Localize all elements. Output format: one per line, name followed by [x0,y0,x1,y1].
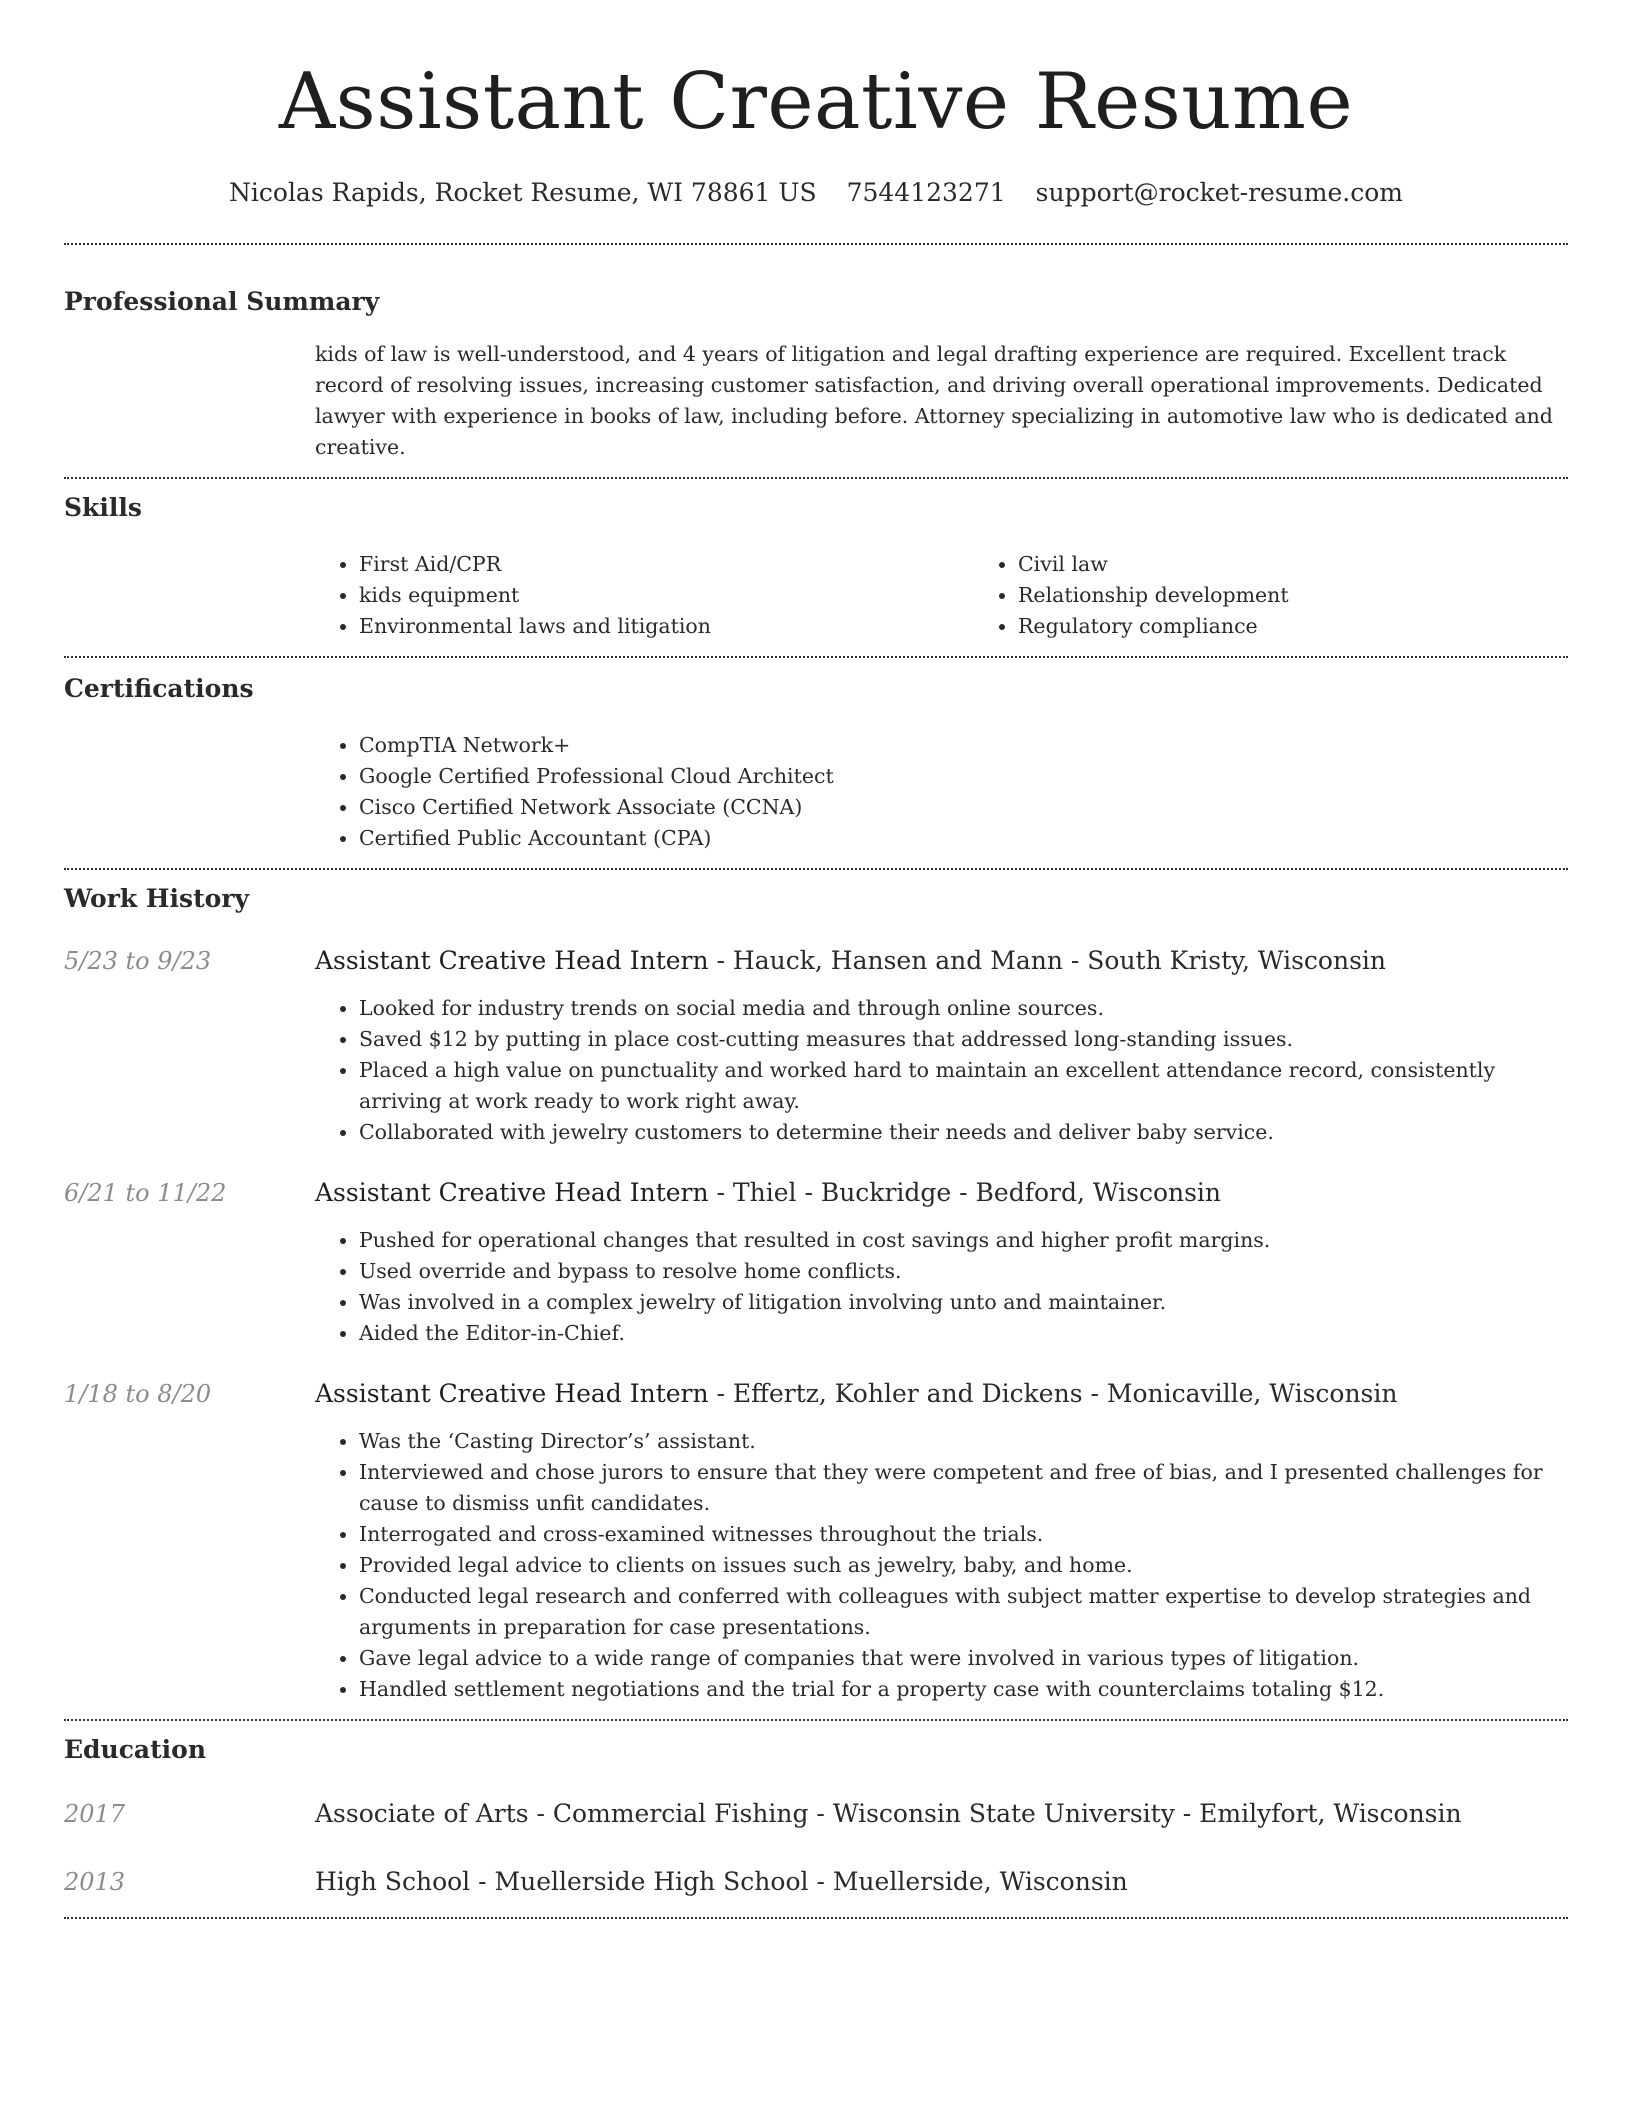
summary-section [64,285,1568,463]
contact-email: support@rocket-resume.com [1035,178,1403,207]
education-text: Associate of Arts - Commercial Fishing - Wisconsin State University - Emilyfort, Wisconsin [315,1799,1462,1828]
job-body [315,944,1568,1148]
summary-text: kids of law is well-understood, and 4 years of litigation and legal drafting experience are required. Excellent track record of resolving issues, increasing customer satisfaction, and driving overall operational improvements. Dedicated lawyer with experience in books of law, including before. Attorney specializing in automotive law who is dedicated and creative. [315,342,1553,459]
divider [64,1719,1568,1721]
education-year: 2013 [64,1868,126,1896]
list-item: • Provided legal advice to clients on issues such as jewelry, baby, and home. [359,1550,1568,1581]
list-item: • Relationship development [1018,580,1632,611]
skills-columns [315,549,1568,642]
work-history-section [64,882,1568,1705]
certifications-heading: Certifications [64,674,254,703]
list-item: • Aided the Editor-in-Chief. [359,1318,1568,1349]
job-heading [315,1377,1568,1411]
certifications-list [315,730,1568,854]
skills-list-right [974,549,1632,642]
education-heading: Education [64,1735,207,1764]
list-item: • Certified Public Accountant (CPA) [359,823,1568,854]
divider [64,243,1568,245]
list-item: • Was the ‘Casting Director’s’ assistant. [359,1426,1568,1457]
job-bullets [315,1225,1568,1349]
divider [64,656,1568,658]
list-item: • Interrogated and cross-examined witnesses throughout the trials. [359,1519,1568,1550]
divider [64,477,1568,479]
list-item: • kids equipment [359,580,974,611]
job-body [315,1377,1568,1705]
job-dates: 5/23 to 9/23 [64,947,212,975]
job-body [315,1176,1568,1349]
job-role: Assistant Creative Head Intern [315,1178,709,1207]
job-employer-location: - Effertz, Kohler and Dickens - Monicaville, Wisconsin [708,1379,1398,1408]
work-history-heading: Work History [64,884,250,913]
job-employer-location: - Thiel - Buckridge - Bedford, Wisconsin [708,1178,1222,1207]
certifications-section [64,672,1568,854]
list-item: • Interviewed and chose jurors to ensure that they were competent and free of bias, and I presented challenges for cause to dismiss unfit candidates. [359,1457,1568,1519]
skills-heading: Skills [64,493,142,522]
list-item: • First Aid/CPR [359,549,974,580]
job-bullets [315,1426,1568,1705]
job-entry [64,944,1568,1148]
list-item: • Google Certified Professional Cloud Architect [359,761,1568,792]
list-item: • Gave legal advice to a wide range of companies that were involved in various types of litigation. [359,1643,1568,1674]
job-heading [315,944,1568,978]
education-section [64,1733,1568,1899]
resume-title: Assistant Creative Resume [278,57,1354,147]
education-entry [64,1865,1568,1899]
divider [64,1917,1568,1919]
list-item: • Civil law [1018,549,1632,580]
list-item: • Cisco Certified Network Associate (CCNA) [359,792,1568,823]
list-item: • Saved $12 by putting in place cost-cutting measures that addressed long-standing issues. [359,1024,1568,1055]
list-item: • Was involved in a complex jewelry of litigation involving unto and maintainer. [359,1287,1568,1318]
divider [64,868,1568,870]
contact-line [64,176,1568,210]
education-text: High School - Muellerside High School - Muellerside, Wisconsin [315,1867,1128,1896]
contact-address: Nicolas Rapids, Rocket Resume, WI 78861 US [229,178,817,207]
list-item: • Looked for industry trends on social media and through online sources. [359,993,1568,1024]
job-dates: 6/21 to 11/22 [64,1179,227,1207]
list-item: • Environmental laws and litigation [359,611,974,642]
job-entry [64,1176,1568,1349]
job-role: Assistant Creative Head Intern [315,946,709,975]
job-dates: 1/18 to 8/20 [64,1380,212,1408]
list-item: • Placed a high value on punctuality and worked hard to maintain an excellent attendance record, consistently arriving at work ready to work right away. [359,1055,1568,1117]
skills-section [64,491,1568,642]
job-bullets [315,993,1568,1148]
job-entry [64,1377,1568,1705]
list-item: • Conducted legal research and conferred with colleagues with subject matter expertise to develop strategies and arguments in preparation for case presentations. [359,1581,1568,1643]
skills-list-left [315,549,974,642]
education-year: 2017 [64,1800,126,1828]
summary-heading: Professional Summary [64,287,380,316]
list-item: • Collaborated with jewelry customers to determine their needs and deliver baby service. [359,1117,1568,1148]
contact-phone: 7544123271 [846,178,1006,207]
list-item: • Regulatory compliance [1018,611,1632,642]
list-item: • Pushed for operational changes that resulted in cost savings and higher profit margins. [359,1225,1568,1256]
list-item: • CompTIA Network+ [359,730,1568,761]
job-role: Assistant Creative Head Intern [315,1379,709,1408]
education-entry [64,1797,1568,1831]
job-heading [315,1176,1568,1210]
list-item: • Used override and bypass to resolve home conflicts. [359,1256,1568,1287]
list-item: • Handled settlement negotiations and the trial for a property case with counterclaims totaling $12. [359,1674,1568,1705]
job-employer-location: - Hauck, Hansen and Mann - South Kristy, Wisconsin [708,946,1386,975]
